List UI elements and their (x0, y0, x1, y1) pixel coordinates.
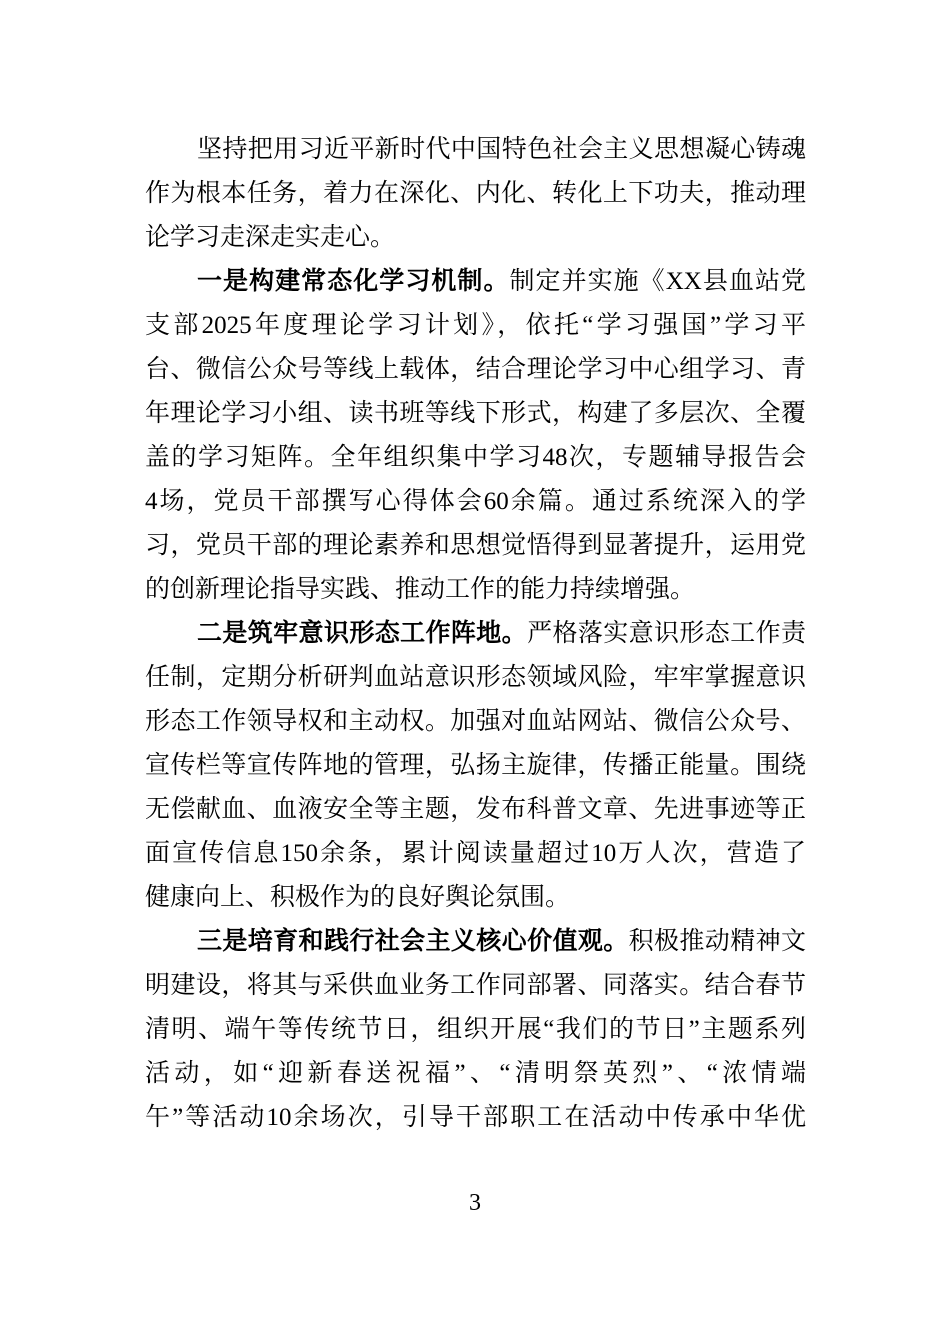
text-line (145, 744, 806, 788)
text-line (145, 788, 806, 832)
text-line (145, 700, 806, 744)
line-text: 的创新理论指导实践、推动工作的能力持续增强。 (145, 576, 696, 603)
line-text: 年理论学习小组、读书班等线下形式，构建了多层次、全覆 (145, 400, 806, 427)
text-line (145, 832, 806, 876)
text-line (145, 260, 806, 304)
line-text: 作为根本任务，着力在深化、内化、转化上下功夫，推动理 (145, 180, 806, 207)
paragraph-lead-heading: 三是培育和践行社会主义核心价值观。 (197, 928, 629, 955)
line-text: 任制，定期分析研判血站意识形态领域风险，牢牢掌握意识 (145, 664, 806, 691)
text-line (145, 876, 806, 920)
line-text: 支部2025年度理论学习计划》，依托“学习强国”学习平 (145, 312, 806, 339)
line-text: 面宣传信息150余条，累计阅读量超过10万人次，营造了 (145, 840, 806, 867)
line-text: 台、微信公众号等线上载体，结合理论学习中心组学习、青 (145, 356, 806, 383)
text-line (145, 348, 806, 392)
text-line (145, 920, 806, 964)
text-line (145, 1008, 806, 1052)
text-line (145, 304, 806, 348)
document-body (145, 128, 806, 1140)
paragraph (145, 612, 806, 920)
paragraph (145, 260, 806, 612)
line-text: 积极推动精神文 (628, 928, 806, 955)
paragraph (145, 920, 806, 1140)
line-text: 无偿献血、血液安全等主题，发布科普文章、先进事迹等正 (145, 796, 806, 823)
text-line (145, 1052, 806, 1096)
text-line (145, 964, 806, 1008)
text-line (145, 612, 806, 656)
line-text: 活动，如“迎新春送祝福”、“清明祭英烈”、“浓情端 (145, 1060, 806, 1087)
line-text: 盖的学习矩阵。全年组织集中学习48次，专题辅导报告会 (145, 444, 806, 471)
line-text: 明建设，将其与采供血业务工作同部署、同落实。结合春节 (145, 972, 806, 999)
paragraph-lead-heading: 二是筑牢意识形态工作阵地。 (197, 620, 528, 647)
text-line (145, 568, 806, 612)
text-line (145, 480, 806, 524)
text-line (145, 172, 806, 216)
line-text: 清明、端午等传统节日，组织开展“我们的节日”主题系列 (145, 1016, 806, 1043)
text-line (145, 656, 806, 700)
line-text: 制定并实施《XX县血站党 (509, 268, 806, 295)
line-text: 形态工作领导权和主动权。加强对血站网站、微信公众号、 (145, 708, 806, 735)
text-line (145, 524, 806, 568)
paragraph-lead-heading: 一是构建常态化学习机制。 (197, 268, 510, 295)
line-text: 健康向上、积极作为的良好舆论氛围。 (145, 884, 571, 911)
line-text: 坚持把用习近平新时代中国特色社会主义思想凝心铸魂 (197, 136, 806, 163)
line-text: 严格落实意识形态工作责 (527, 620, 806, 647)
line-text: 4场，党员干部撰写心得体会60余篇。通过系统深入的学 (145, 488, 806, 515)
text-line (145, 436, 806, 480)
line-text: 宣传栏等宣传阵地的管理，弘扬主旋律，传播正能量。围绕 (145, 752, 806, 779)
text-line (145, 392, 806, 436)
page-number: 3 (469, 1190, 481, 1216)
text-line (145, 128, 806, 172)
line-text: 习，党员干部的理论素养和思想觉悟得到显著提升，运用党 (145, 532, 806, 559)
line-text: 午”等活动10余场次，引导干部职工在活动中传承中华优 (145, 1104, 806, 1131)
text-line (145, 216, 806, 260)
line-text: 论学习走深走实走心。 (145, 224, 396, 251)
text-line (145, 1096, 806, 1140)
paragraph (145, 128, 806, 260)
